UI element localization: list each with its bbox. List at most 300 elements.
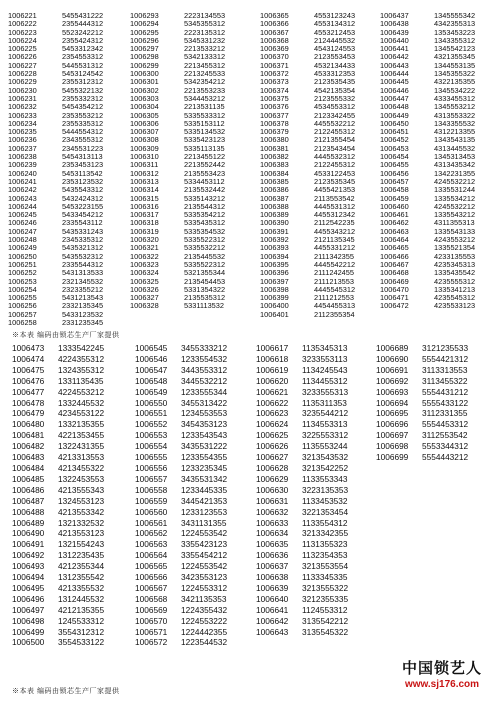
code-value: 5331113532: [184, 301, 225, 311]
code-column: [256, 343, 348, 637]
table-row: [256, 430, 348, 441]
code-value: 1233123553: [181, 506, 228, 517]
code-value: 5554421312: [422, 353, 469, 364]
code-value: 5335113135: [184, 143, 225, 153]
code-value: 2123535435: [314, 77, 356, 87]
serial-number: 1006463: [380, 226, 409, 236]
table-row: [135, 343, 227, 354]
serial-number: 1006223: [8, 27, 37, 37]
code-value: 5445531312: [62, 60, 104, 70]
table-row: [256, 452, 348, 463]
serial-number: 1006449: [380, 110, 409, 120]
serial-number: 1006570: [135, 615, 168, 626]
serial-number: 1006477: [12, 386, 45, 397]
code-value: 3225553312: [302, 430, 349, 441]
serial-number: 1006253: [8, 276, 37, 286]
table-row: [135, 550, 227, 561]
serial-number: 1006313: [130, 176, 159, 186]
serial-number: 1006620: [256, 375, 289, 386]
table-row: [12, 550, 104, 561]
serial-number: 1006619: [256, 364, 289, 375]
code-value: 4542135354: [314, 85, 356, 95]
code-value: 1133554312: [302, 517, 348, 528]
serial-number: 1006641: [256, 604, 289, 615]
table-row: [135, 572, 227, 583]
serial-number: 1006555: [135, 452, 168, 463]
code-value: 1224553312: [181, 582, 228, 593]
code-value: 4322135355: [434, 77, 476, 87]
code-value: 2135544312: [184, 201, 226, 211]
serial-number: 1006622: [256, 397, 289, 408]
serial-number: 1006316: [130, 201, 159, 211]
code-value: 2213455122: [184, 152, 226, 162]
table-row: [12, 507, 104, 518]
table-row: [380, 302, 475, 310]
serial-number: 1006383: [260, 160, 289, 170]
serial-number: 1006618: [256, 353, 289, 364]
table-row: [135, 430, 227, 441]
code-value: 2213533212: [184, 44, 226, 54]
code-value: 1324355312: [58, 364, 105, 375]
code-value: 5554453312: [422, 419, 469, 430]
serial-number: 1006468: [380, 268, 409, 278]
serial-number: 1006397: [260, 276, 289, 286]
serial-number: 1006558: [135, 484, 168, 495]
code-value: 2111212553: [314, 293, 355, 303]
code-value: 2112542235: [314, 218, 355, 228]
serial-number: 1006469: [380, 276, 409, 286]
code-value: 2213553233: [184, 85, 226, 95]
code-value: 3421135353: [181, 593, 227, 604]
table-row: [135, 637, 227, 648]
code-value: 4455331212: [314, 243, 356, 253]
serial-number: 1006493: [12, 561, 45, 572]
code-value: 3355454212: [181, 550, 228, 561]
code-value: 2343555312: [62, 135, 104, 145]
code-value: 1321554243: [58, 539, 105, 550]
serial-number: 1006494: [12, 572, 45, 583]
code-value: 4213455322: [58, 462, 105, 473]
code-value: 2335544312: [62, 259, 104, 269]
table-row: [12, 627, 104, 638]
code-value: 1135311353: [302, 397, 347, 408]
serial-number: 1006296: [130, 35, 159, 45]
serial-number: 1006387: [260, 193, 289, 203]
serial-number: 1006625: [256, 430, 289, 441]
serial-number: 1006473: [12, 343, 45, 353]
code-value: 2135532442: [184, 185, 226, 195]
serial-number: 1006384: [260, 168, 289, 178]
table-row: [135, 616, 227, 627]
code-value: 5335522312: [184, 235, 226, 245]
serial-number: 1006399: [260, 293, 289, 303]
serial-number: 1006464: [380, 235, 409, 245]
table-row: [256, 441, 348, 452]
serial-number: 1006241: [8, 176, 37, 186]
serial-number: 1006461: [380, 210, 409, 220]
table-row: [12, 561, 104, 572]
table-row: [256, 408, 348, 419]
table-row: [135, 518, 227, 529]
serial-number: 1006465: [380, 243, 409, 253]
code-value: 5331354322: [184, 284, 226, 294]
code-value: 1132354353: [302, 550, 348, 561]
code-value: 2122455312: [314, 160, 356, 170]
table-row: [12, 365, 104, 376]
serial-number: 1006460: [380, 201, 409, 211]
table-row: [256, 605, 348, 616]
code-value: 4445542212: [314, 259, 356, 269]
serial-number: 1006293: [130, 11, 159, 20]
code-value: 2111342355: [314, 251, 355, 261]
table-row: [135, 561, 227, 572]
code-value: 4245532212: [434, 201, 476, 211]
serial-number: 1006308: [130, 135, 159, 145]
code-value: 1135553244: [302, 441, 348, 452]
table-row: [376, 387, 468, 398]
code-value: 1324553123: [58, 495, 105, 506]
serial-number: 1006305: [130, 110, 159, 120]
code-value: 1322453553: [58, 473, 105, 484]
code-value: 3423553123: [181, 572, 228, 583]
table-row: [130, 302, 225, 310]
serial-number: 1006304: [130, 102, 159, 112]
code-value: 5553344312: [422, 441, 469, 452]
serial-number: 1006499: [12, 626, 45, 637]
table-row: [256, 398, 348, 409]
code-value: 4213355532: [58, 582, 105, 593]
serial-number: 1006467: [380, 259, 409, 269]
table-row: [12, 376, 104, 387]
serial-number: 1006324: [130, 268, 159, 278]
serial-number: 1006390: [260, 218, 289, 228]
table-row: [135, 496, 227, 507]
code-value: 3235544212: [302, 408, 349, 419]
code-value: 1343355532: [434, 118, 476, 128]
code-value: 2321345532: [62, 276, 104, 286]
serial-number: 1006401: [260, 309, 289, 319]
code-value: 3435531342: [181, 473, 228, 484]
serial-number: 1006642: [256, 615, 289, 626]
code-value: 5454354212: [62, 102, 104, 112]
serial-number: 1006378: [260, 118, 289, 128]
serial-number: 1006491: [12, 539, 45, 550]
serial-number: 1006476: [12, 375, 45, 386]
code-value: 1131355323: [302, 539, 348, 550]
serial-number: 1006553: [135, 430, 168, 441]
code-value: 1312445532: [58, 593, 105, 604]
serial-number: 1006546: [135, 353, 168, 364]
serial-number: 1006376: [260, 102, 289, 112]
table-row: [12, 354, 104, 365]
code-value: 5345331232: [184, 35, 226, 45]
code-value: 1335543133: [434, 226, 476, 236]
code-value: 3445532212: [181, 375, 228, 386]
serial-number: 1006255: [8, 293, 37, 303]
serial-number: 1006224: [8, 35, 37, 45]
serial-number: 1006237: [8, 143, 37, 153]
code-value: 4213553123: [58, 528, 105, 539]
serial-number: 1006228: [8, 69, 37, 79]
serial-number: 1006225: [8, 44, 37, 54]
code-value: 5342133312: [184, 52, 226, 62]
table-row: [135, 474, 227, 485]
serial-number: 1006451: [380, 127, 409, 137]
table-row: [376, 398, 468, 409]
code-value: 4235345313: [434, 259, 476, 269]
code-column: [260, 12, 355, 319]
serial-number: 1006455: [380, 160, 409, 170]
code-value: 3212355335: [302, 593, 349, 604]
code-value: 4533312353: [314, 69, 356, 79]
serial-number: 1006392: [260, 235, 289, 245]
code-value: 4445531312: [314, 201, 356, 211]
code-value: 1133453532: [302, 495, 348, 506]
serial-number: 1006295: [130, 27, 159, 37]
table-row: [376, 343, 468, 354]
serial-number: 1006444: [380, 69, 409, 79]
serial-number: 1006489: [12, 517, 45, 528]
table-row: [376, 441, 468, 452]
code-value: 1312235435: [58, 550, 105, 561]
serial-number: 1006447: [380, 93, 409, 103]
table-row: [8, 319, 103, 327]
code-value: 4454455313: [314, 301, 356, 311]
serial-number: 1006443: [380, 60, 409, 70]
table-row: [376, 430, 468, 441]
code-value: 4224355312: [58, 353, 105, 364]
serial-number: 1006307: [130, 127, 159, 137]
serial-number: 1006483: [12, 452, 45, 463]
code-value: 5335354532: [184, 226, 226, 236]
code-value: 2331235345: [62, 317, 104, 327]
code-value: 5554431212: [422, 386, 469, 397]
code-value: 1224355432: [181, 604, 228, 615]
table-row: [12, 343, 104, 354]
serial-number: 1006470: [380, 284, 409, 294]
serial-number: 1006545: [135, 343, 168, 353]
serial-number: 1006621: [256, 386, 289, 397]
serial-number: 1006306: [130, 118, 159, 128]
code-value: 1335435542: [434, 268, 476, 278]
serial-number: 1006690: [376, 353, 409, 364]
serial-number: 1006562: [135, 528, 168, 539]
serial-number: 1006322: [130, 251, 159, 261]
serial-number: 1006484: [12, 462, 45, 473]
table-row: [256, 561, 348, 572]
serial-number: 1006548: [135, 375, 168, 386]
code-value: 3213342355: [302, 528, 349, 539]
table-row: [12, 430, 104, 441]
serial-number: 1006643: [256, 626, 289, 637]
code-value: 4212355344: [58, 561, 105, 572]
code-value: 1353453223: [434, 27, 476, 37]
serial-number: 1006439: [380, 27, 409, 37]
code-value: 5554443212: [422, 452, 469, 463]
code-value: 4445532312: [314, 152, 356, 162]
code-value: 5335435312: [184, 218, 226, 228]
code-value: 1345355322: [434, 69, 476, 79]
serial-number: 1006379: [260, 127, 289, 137]
serial-number: 1006628: [256, 462, 289, 473]
code-value: 3223135353: [302, 484, 349, 495]
table-row: [376, 452, 468, 463]
serial-number: 1006222: [8, 19, 37, 29]
code-value: 5335522312: [184, 259, 226, 269]
code-value: 2123555332: [314, 93, 356, 103]
serial-number: 1006377: [260, 110, 289, 120]
serial-number: 1006482: [12, 441, 45, 452]
code-value: 4445545312: [314, 284, 356, 294]
code-value: 1223544532: [181, 637, 228, 648]
serial-number: 1006561: [135, 517, 168, 528]
table-row: [256, 376, 348, 387]
serial-number: 1006557: [135, 473, 168, 484]
serial-number: 1006454: [380, 152, 409, 162]
serial-number: 1006311: [130, 160, 159, 170]
serial-number: 1006631: [256, 495, 289, 506]
code-value: 4235555312: [434, 276, 476, 286]
serial-number: 1006453: [380, 143, 409, 153]
code-value: 2123543454: [314, 143, 356, 153]
code-value: 1335543212: [434, 210, 476, 220]
code-value: 1342231355: [434, 168, 476, 178]
table-row: [135, 398, 227, 409]
table-row: [256, 419, 348, 430]
code-value: 3213555322: [302, 582, 349, 593]
table-row: [256, 627, 348, 638]
serial-number: 1006569: [135, 604, 168, 615]
code-column: [135, 343, 227, 648]
serial-number: 1006459: [380, 193, 409, 203]
code-value: 5435543312: [62, 185, 104, 195]
code-value: 1233555344: [181, 386, 228, 397]
code-value: 1234553553: [181, 408, 228, 419]
code-value: 5435321312: [62, 243, 104, 253]
serial-number: 1006366: [260, 19, 289, 29]
serial-number: 1006634: [256, 528, 289, 539]
table-row: [12, 485, 104, 496]
code-value: 5453312342: [62, 44, 104, 54]
code-value: 1135345313: [302, 343, 348, 353]
code-value: 5334453112: [184, 176, 225, 186]
serial-number: 1006448: [380, 102, 409, 112]
brand-url: www.sj176.com: [404, 679, 480, 690]
code-value: 4455421353: [314, 185, 356, 195]
code-value: 5321355344: [184, 268, 226, 278]
code-value: 1134245543: [302, 364, 348, 375]
serial-number: 1006696: [376, 419, 409, 430]
code-value: 2223135312: [184, 27, 226, 37]
serial-number: 1006693: [376, 386, 409, 397]
serial-number: 1006475: [12, 364, 45, 375]
serial-number: 1006458: [380, 185, 409, 195]
code-value: 2135535312: [184, 293, 226, 303]
code-value: 2213245533: [184, 69, 226, 79]
serial-number: 1006551: [135, 408, 168, 419]
serial-number: 1006457: [380, 176, 409, 186]
serial-number: 1006258: [8, 317, 37, 327]
table-row: [256, 572, 348, 583]
code-value: 1335521354: [434, 243, 476, 253]
code-value: 1134553313: [302, 419, 348, 430]
code-value: 2332135345: [62, 301, 104, 311]
table-row: [135, 419, 227, 430]
code-value: 5342354212: [184, 77, 226, 87]
serial-number: 1006373: [260, 77, 289, 87]
serial-number: 1006639: [256, 582, 289, 593]
serial-number: 1006381: [260, 143, 289, 153]
table-row: [256, 354, 348, 365]
code-value: 4243553212: [434, 235, 476, 245]
code-value: 1345555342: [434, 11, 476, 20]
serial-number: 1006550: [135, 397, 168, 408]
serial-number: 1006554: [135, 441, 168, 452]
serial-number: 1006636: [256, 550, 289, 561]
table-row: [135, 605, 227, 616]
serial-number: 1006238: [8, 152, 37, 162]
code-value: 4532134433: [314, 60, 356, 70]
code-value: 5453124542: [62, 69, 104, 79]
serial-number: 1006547: [135, 364, 168, 375]
serial-number: 1006256: [8, 301, 37, 311]
code-value: 3135545322: [302, 626, 349, 637]
serial-number: 1006500: [12, 637, 45, 648]
table-row: [12, 474, 104, 485]
serial-number: 1006247: [8, 226, 37, 236]
code-value: 3233555313: [302, 386, 349, 397]
serial-number: 1006369: [260, 44, 289, 54]
serial-number: 1006239: [8, 160, 37, 170]
table-row: [135, 583, 227, 594]
table-row: [256, 387, 348, 398]
serial-number: 1006227: [8, 60, 37, 70]
table-row: [256, 365, 348, 376]
serial-number: 1006474: [12, 353, 45, 364]
code-value: 5453223155: [62, 201, 104, 211]
code-value: 4245532212: [434, 176, 476, 186]
code-value: 4534553312: [314, 102, 356, 112]
table-row: [376, 365, 468, 376]
code-value: 5431213543: [62, 293, 104, 303]
table-row: [256, 594, 348, 605]
code-column: [380, 12, 475, 311]
serial-number: 1006235: [8, 127, 37, 137]
table-row: [376, 419, 468, 430]
serial-number: 1006471: [380, 293, 409, 303]
serial-number: 1006391: [260, 226, 289, 236]
code-value: 1134455312: [302, 375, 348, 386]
code-value: 2345335312: [62, 235, 104, 245]
serial-number: 1006617: [256, 343, 289, 353]
serial-number: 1006478: [12, 397, 45, 408]
serial-number: 1006244: [8, 201, 37, 211]
serial-number: 1006627: [256, 452, 289, 463]
serial-number: 1006257: [8, 309, 37, 319]
code-value: 1233543543: [181, 430, 228, 441]
code-value: 1335341213: [434, 284, 476, 294]
table-row: [256, 616, 348, 627]
code-value: 5335532212: [184, 243, 226, 253]
code-value: 5335354212: [184, 210, 226, 220]
table-row: [12, 583, 104, 594]
serial-number: 1006321: [130, 243, 159, 253]
serial-number: 1006323: [130, 259, 159, 269]
code-value: 2345531223: [62, 143, 104, 153]
code-value: 1224553542: [181, 561, 228, 572]
code-value: 1133345335: [302, 572, 348, 583]
code-value: 1133553343: [302, 473, 348, 484]
